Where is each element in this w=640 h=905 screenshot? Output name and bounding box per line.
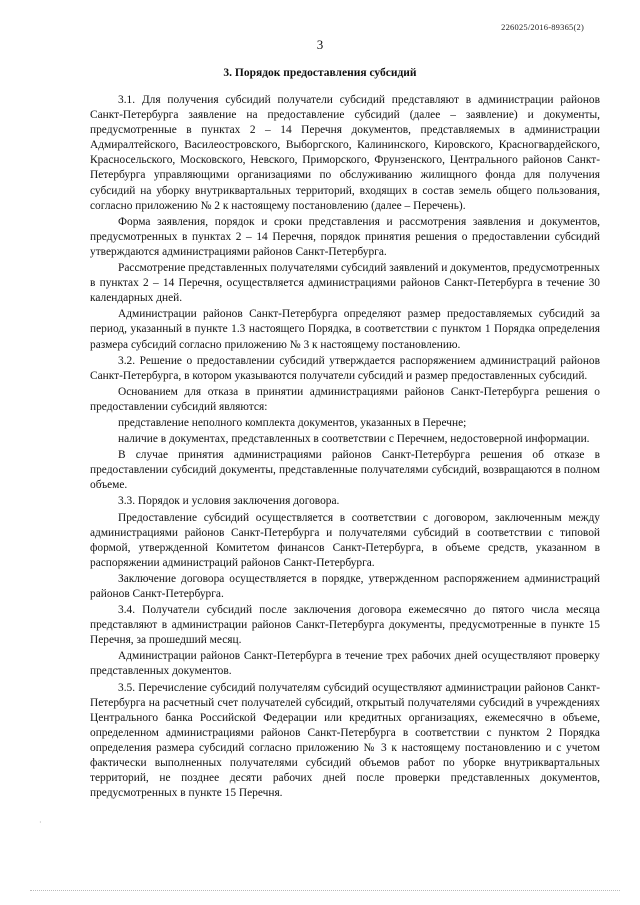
paragraph: Администрации районов Санкт-Петербурга определяют размер предоставляемых субсидий за период, указанный в пункте 1.3 настоящего Порядка, в соответствии с пунктом 1 Порядка определения размера субсидий согласно приложению № 3 к настоящему постановлению. <box>90 308 600 351</box>
document-body <box>90 93 600 801</box>
paragraph: 3.5. Перечисление субсидий получателям субсидий осуществляют администрации районов Санкт-Петербурга на расчетный счет получателей субсидий, открытый получателями субсидий в учреждениях Центрального банка Российской Федерации или кредитных организациях, ежемесячно в объеме, определенном администрациями районов Санкт-Петербурга в соответствии с пунктом 2 Порядка определения размера субсидий согласно приложению № 3 к настоящему постановлению и с учетом фактически выполненных получателями субсидий объемов работ по уборке внутриквартальных территорий, не позднее десяти рабочих дней после проверки представленных документов, предусмотренных в пункте 15 Перечня. <box>90 681 600 800</box>
page-number: 3 <box>316 37 324 52</box>
document-number: 226025/2016-89365(2) <box>501 22 584 32</box>
paragraph: 3.2. Решение о предоставлении субсидий утверждается распоряжением администраций районов Санкт-Петербурга, в котором указываются получатели субсидий и размер предоставленных субсидий. <box>90 354 600 382</box>
paragraph: Предоставление субсидий осуществляется в соответствии с договором, заключенным между администрациями районов Санкт-Петербурга и получателями субсидий в соответствии с типовой формой, утвержденной Комитетом финансов Санкт-Петербурга, в объеме средств, указанном в распоряжении администраций районов Санкт-Петербурга. <box>90 511 600 569</box>
paragraph: Основанием для отказа в принятии администрациями районов Санкт-Петербурга решения о предоставлении субсидий являются: <box>90 385 600 413</box>
paragraph: 3.4. Получатели субсидий после заключения договора ежемесячно до пятого числа месяца представляют в администрации районов Санкт-Петербурга документы, предусмотренные в пункте 15 Перечня, за прошедший месяц. <box>90 604 600 647</box>
paragraph: наличие в документах, представленных в соответствии с Перечнем, недостоверной информации. <box>118 433 590 446</box>
paragraph: Рассмотрение представленных получателями субсидий заявлений и документов, предусмотренных в пунктах 2 – 14 Перечня, осуществляется администрациями районов Санкт-Петербурга в течение 30 календарных дней. <box>90 262 600 305</box>
paragraph: 3.3. Порядок и условия заключения договора. <box>118 495 340 508</box>
paragraph: представление неполного комплекта документов, указанных в Перечне; <box>118 416 467 429</box>
paragraph: Форма заявления, порядок и сроки представления и рассмотрения заявления и документов, предусмотренных в пунктах 2 – 14 Перечня, порядок принятия решения о предоставлении субсидий утверждаются администрациями районов Санкт-Петербурга. <box>90 215 600 258</box>
paragraph: 3.1. Для получения субсидий получатели субсидий представляют в администрации районов Санкт-Петербурга заявление на предоставление субсидий (далее – заявление) и документы, предусмотренные в пунктах 2 – 14 Перечня документов, представляемых в администрации Адмиралтейского, Василеостровского, Выборгского, Калининского, Кировского, Красногвардейского, Красносельского, Московского, Невского, Приморского, Фрунзенского, Центрального районов Санкт-Петербурга управляющими организациями по обслуживанию жилищного фонда для получения субсидий на уборку внутриквартальных территорий, входящих в состав земель общего пользования, согласно приложению № 2 к настоящему постановлению (далее – Перечень). <box>90 94 600 212</box>
bottom-scan-dots <box>30 890 620 891</box>
section-heading: 3. Порядок предоставления субсидий <box>223 67 417 79</box>
paragraph: Заключение договора осуществляется в порядке, утвержденном распоряжением администраций районов Санкт-Петербурга. <box>90 572 600 600</box>
paragraph: В случае принятия администрациями районов Санкт-Петербурга решения об отказе в предоставлении субсидий документы, представленные получателями субсидий, возвращаются в полном объеме. <box>90 449 600 492</box>
paragraph: Администрации районов Санкт-Петербурга в течение трех рабочих дней осуществляют проверку представленных документов. <box>90 650 600 678</box>
margin-mark: · <box>39 818 42 827</box>
